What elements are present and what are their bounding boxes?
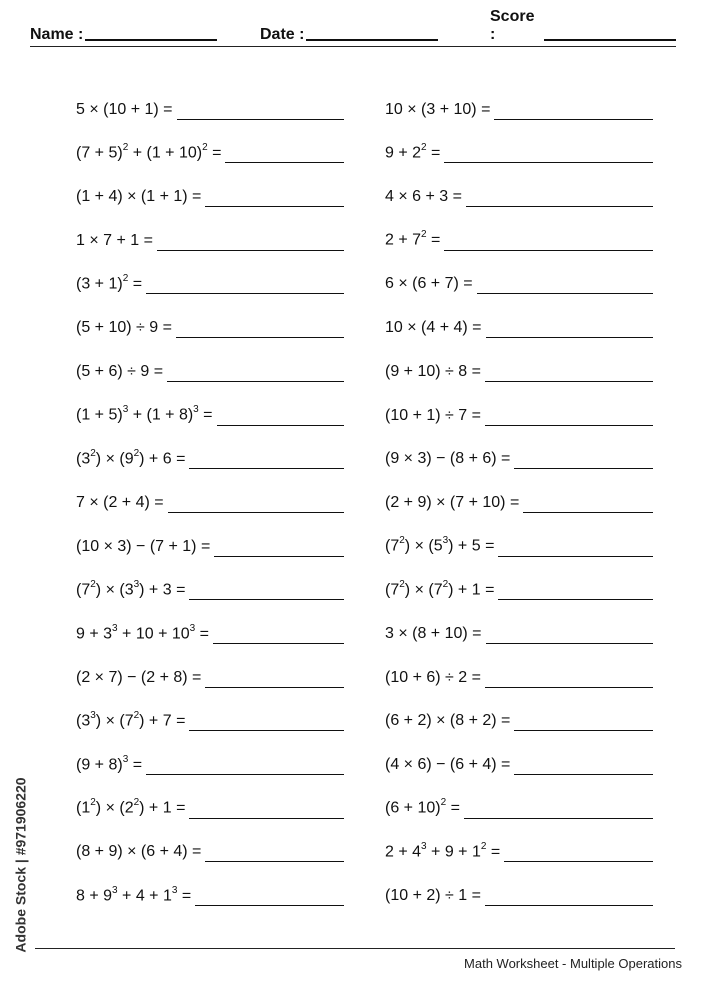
problem-expression: 10 × (4 + 4) =	[385, 319, 482, 337]
date-blank[interactable]	[306, 39, 438, 41]
answer-blank[interactable]	[466, 206, 653, 207]
answer-blank[interactable]	[146, 774, 344, 775]
problem-expression: $(1^2) \times (2^2) + 1$ =	[76, 797, 186, 817]
answer-blank[interactable]	[486, 643, 653, 644]
left-problem-row	[76, 342, 344, 386]
left-problem-column	[76, 80, 344, 910]
problem-expression: 4 × 6 + 3 =	[385, 188, 462, 206]
score-field[interactable]	[490, 8, 676, 44]
answer-blank[interactable]	[189, 730, 344, 731]
left-problem-row	[76, 517, 344, 561]
right-problem-row	[385, 386, 653, 430]
problem-expression: (9 × 3) − (8 + 6) =	[385, 450, 511, 468]
answer-blank[interactable]	[168, 512, 344, 513]
problem-expression: 7 × (2 + 4) =	[76, 493, 164, 511]
left-problem-row	[76, 473, 344, 517]
watermark-text: Adobe Stock | #971906220	[13, 777, 29, 953]
right-problem-row	[385, 517, 653, 561]
right-problem-column	[385, 80, 653, 910]
left-problem-row	[76, 648, 344, 692]
right-problem-row	[385, 823, 653, 867]
left-problem-row	[76, 167, 344, 211]
problem-expression: (2 + 9) × (7 + 10) =	[385, 493, 520, 511]
left-problem-row	[76, 779, 344, 823]
problem-expression: (6 + 2) × (8 + 2) =	[385, 712, 511, 730]
left-problem-row	[76, 735, 344, 779]
score-blank[interactable]	[544, 39, 676, 41]
answer-blank[interactable]	[189, 599, 344, 600]
right-problem-row	[385, 298, 653, 342]
answer-blank[interactable]	[514, 774, 653, 775]
right-problem-row	[385, 473, 653, 517]
answer-blank[interactable]	[485, 905, 653, 906]
problem-expression: $8 + 9^3 + 4 + 1^3$ =	[76, 884, 192, 905]
left-problem-row	[76, 255, 344, 299]
problem-expression: $(1 + 5)^3 + (1 + 8)^3$ =	[76, 404, 213, 424]
answer-blank[interactable]	[225, 162, 344, 163]
answer-blank[interactable]	[189, 468, 344, 469]
problem-expression: (10 × 3) − (7 + 1) =	[76, 537, 211, 555]
problem-expression: (2 × 7) − (2 + 8) =	[76, 668, 202, 686]
problem-expression: $(7^2) \times (3^3) + 3$ =	[76, 578, 186, 599]
answer-blank[interactable]	[494, 119, 653, 120]
problem-expression: $(7^2) \times (5^3) + 5$ =	[385, 535, 495, 555]
problem-expression: 5 × (10 + 1) =	[76, 100, 173, 118]
answer-blank[interactable]	[464, 818, 653, 819]
problem-expression: $9 + 2^2$ =	[385, 142, 441, 162]
footer-divider	[35, 948, 675, 949]
problem-expression: (9 + 10) ÷ 8 =	[385, 362, 481, 380]
right-problem-row	[385, 779, 653, 823]
right-problem-row	[385, 735, 653, 779]
problem-expression: $(3^3) \times (7^2) + 7$ =	[76, 709, 186, 730]
left-problem-row	[76, 386, 344, 430]
right-problem-row	[385, 255, 653, 299]
answer-blank[interactable]	[217, 425, 344, 426]
left-problem-row	[76, 561, 344, 605]
answer-blank[interactable]	[486, 337, 653, 338]
problem-expression: $(7 + 5)^2 + (1 + 10)^2$ =	[76, 142, 222, 162]
answer-blank[interactable]	[498, 599, 653, 600]
answer-blank[interactable]	[444, 250, 653, 251]
answer-blank[interactable]	[195, 905, 344, 906]
answer-blank[interactable]	[157, 250, 344, 251]
date-field[interactable]	[260, 22, 438, 44]
right-problem-row	[385, 124, 653, 168]
problem-expression: (10 + 2) ÷ 1 =	[385, 887, 481, 905]
answer-blank[interactable]	[444, 162, 653, 163]
problem-expression: (1 + 4) × (1 + 1) =	[76, 188, 202, 206]
right-problem-row	[385, 866, 653, 910]
answer-blank[interactable]	[189, 818, 344, 819]
right-problem-row	[385, 342, 653, 386]
right-problem-row	[385, 604, 653, 648]
answer-blank[interactable]	[167, 381, 344, 382]
problem-expression: (5 + 10) ÷ 9 =	[76, 319, 172, 337]
right-problem-row	[385, 648, 653, 692]
answer-blank[interactable]	[485, 687, 653, 688]
answer-blank[interactable]	[176, 337, 344, 338]
problem-expression: (10 + 6) ÷ 2 =	[385, 668, 481, 686]
problem-expression: 3 × (8 + 10) =	[385, 624, 482, 642]
problem-expression: (10 + 1) ÷ 7 =	[385, 406, 481, 424]
answer-blank[interactable]	[214, 556, 344, 557]
left-problem-row	[76, 80, 344, 124]
left-problem-row	[76, 866, 344, 910]
answer-blank[interactable]	[205, 861, 344, 862]
name-blank[interactable]	[85, 39, 217, 41]
left-problem-row	[76, 211, 344, 255]
score-label: Score :	[490, 8, 535, 43]
problem-expression: 6 × (6 + 7) =	[385, 275, 473, 293]
answer-blank[interactable]	[205, 687, 344, 688]
left-problem-row	[76, 430, 344, 474]
answer-blank[interactable]	[177, 119, 344, 120]
problem-expression: (5 + 6) ÷ 9 =	[76, 362, 164, 380]
problem-expression: (4 × 6) − (6 + 4) =	[385, 756, 511, 773]
answer-blank[interactable]	[485, 425, 653, 426]
worksheet-header	[30, 8, 676, 47]
problem-expression: $(9 + 8)^3$ =	[76, 753, 143, 773]
problem-expression: $2 + 7^2$ =	[385, 229, 441, 249]
answer-blank[interactable]	[205, 206, 344, 207]
problem-expression: 10 × (3 + 10) =	[385, 100, 491, 118]
date-label: Date :	[260, 26, 305, 43]
problem-expression: $2 + 4^3 + 9 + 1^2$ =	[385, 841, 501, 861]
right-problem-row	[385, 80, 653, 124]
problem-expression: $(6 + 10)^2$ =	[385, 797, 460, 817]
right-problem-row	[385, 167, 653, 211]
right-problem-row	[385, 561, 653, 605]
right-problem-row	[385, 430, 653, 474]
stock-watermark	[12, 765, 30, 965]
answer-blank[interactable]	[485, 381, 653, 382]
answer-blank[interactable]	[477, 293, 653, 294]
right-problem-row	[385, 211, 653, 255]
problem-expression: $(3^2) \times (9^2) + 6$ =	[76, 447, 186, 468]
answer-blank[interactable]	[146, 293, 344, 294]
answer-blank[interactable]	[213, 643, 344, 644]
problem-expression: $(7^2) \times (7^2) + 1$ =	[385, 578, 495, 599]
left-problem-row	[76, 124, 344, 168]
right-problem-row	[385, 692, 653, 736]
answer-blank[interactable]	[498, 556, 653, 557]
problem-expression: (8 + 9) × (6 + 4) =	[76, 843, 202, 861]
name-field[interactable]	[30, 22, 217, 44]
left-problem-row	[76, 823, 344, 867]
left-problem-row	[76, 692, 344, 736]
answer-blank[interactable]	[514, 730, 653, 731]
answer-blank[interactable]	[514, 468, 653, 469]
answer-blank[interactable]	[504, 861, 653, 862]
left-problem-row	[76, 604, 344, 648]
footer-title: Math Worksheet - Multiple Operations	[464, 956, 682, 971]
problem-expression: 1 × 7 + 1 =	[76, 231, 153, 249]
problem-expression: $(3 + 1)^2$ =	[76, 273, 143, 293]
answer-blank[interactable]	[523, 512, 653, 513]
name-label: Name :	[30, 26, 84, 43]
left-problem-row	[76, 298, 344, 342]
problem-expression: $9 + 3^3 + 10 + 10^3$ =	[76, 622, 210, 642]
